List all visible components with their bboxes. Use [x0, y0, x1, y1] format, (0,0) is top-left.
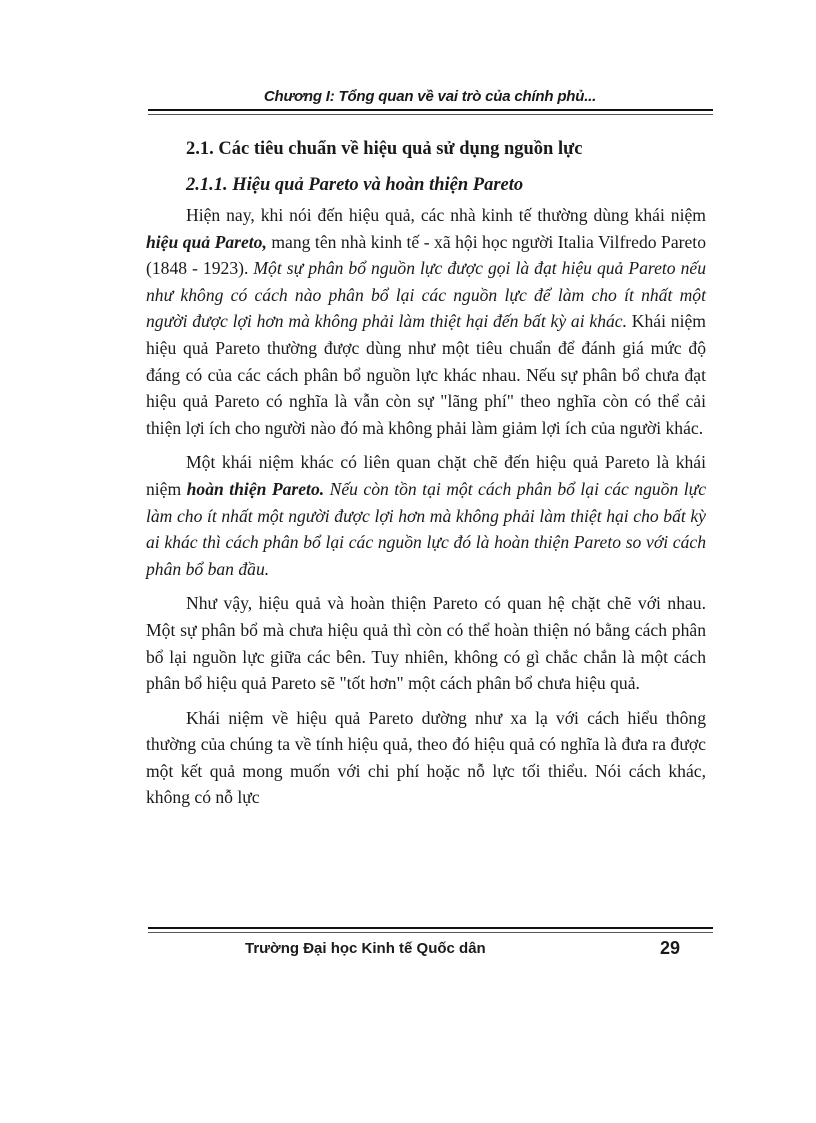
term-hieu-qua-pareto: hiệu quả Pareto, — [146, 231, 267, 252]
footer-institution: Trường Đại học Kinh tế Quốc dân — [245, 940, 486, 957]
section-title: 2.1. Các tiêu chuẩn về hiệu quả sử dụng nguồn lực — [186, 139, 583, 159]
footer-rule — [148, 927, 713, 929]
paragraph-2 — [146, 449, 706, 582]
running-header: Chương I: Tổng quan về vai trò của chính phủ... — [263, 88, 597, 105]
definition-hieu-qua-pareto: Một sự phân bổ nguồn lực được gọi là đạt hiệu quả Pareto nếu như không có cách nào phân bổ lại các nguồn lực để làm cho ít nhất một người được lợi hơn mà không phải làm thiệt hại đến bất kỳ ai khác. — [146, 258, 707, 332]
page-body — [146, 136, 706, 819]
paragraph-1-text-e: Khái niệm hiệu quả Pareto thường được dùng như một tiêu chuẩn để đánh giá mức độ đáng có của các cách phân bổ nguồn lực khác nhau. Nếu sự phân bổ chưa đạt hiệu quả Pareto có nghĩa là vẫn còn sự "lãng phí" theo nghĩa còn có thể cải thiện lợi ích cho người nào đó mà không phải làm giảm lợi ích của người khác. — [146, 311, 706, 438]
paragraph-1-text-a: Hiện nay, khi nói đến hiệu quả, các nhà kinh tế thường dùng khái niệm — [186, 205, 706, 225]
page-number: 29 — [660, 938, 681, 958]
header-rule-thin — [148, 114, 713, 115]
term-hoan-thien-pareto: hoàn thiện Pareto. — [186, 478, 325, 499]
paragraph-1-text-c: mang tên nhà kinh tế - xã hội học người Italia Vilfredo Pareto (1848 - 1923). — [146, 231, 706, 279]
paragraph-4: Khái niệm về hiệu quả Pareto dường như xa lạ với cách hiểu thông thường của chúng ta về tính hiệu quả, theo đó hiệu quả có nghĩa là đưa ra được một kết quả mong muốn với chi phí hoặc nỗ lực tối thiểu. Nói cách khác, không có nỗ lực — [146, 707, 706, 808]
paragraph-1 — [146, 202, 706, 441]
paragraph-2-text-a: Một khái niệm khác có liên quan chặt chẽ đến hiệu quả Pareto là khái niệm — [146, 452, 706, 499]
definition-hoan-thien-pareto: Nếu còn tồn tại một cách phân bổ lại các nguồn lực làm cho ít nhất một người được lợi hơn mà không phải làm thiệt hại cho bất kỳ ai khác thì cách phân bổ lại các nguồn lực đó là hoàn thiện Pareto so với cách phân bổ ban đầu. — [146, 478, 707, 579]
header-rule — [148, 109, 713, 111]
footer-rule-thin — [148, 932, 713, 933]
paragraph-3: Như vậy, hiệu quả và hoàn thiện Pareto có quan hệ chặt chẽ với nhau. Một sự phân bổ mà chưa hiệu quả thì còn có thể hoàn thiện nó bằng cách phân bổ lại nguồn lực giữa các bên. Tuy nhiên, không có gì chắc chắn là một cách phân bổ hiệu quả Pareto sẽ "tốt hơn" một cách phân bổ chưa hiệu quả. — [146, 593, 706, 694]
subsection-title: 2.1.1. Hiệu quả Pareto và hoàn thiện Pareto — [186, 175, 524, 195]
